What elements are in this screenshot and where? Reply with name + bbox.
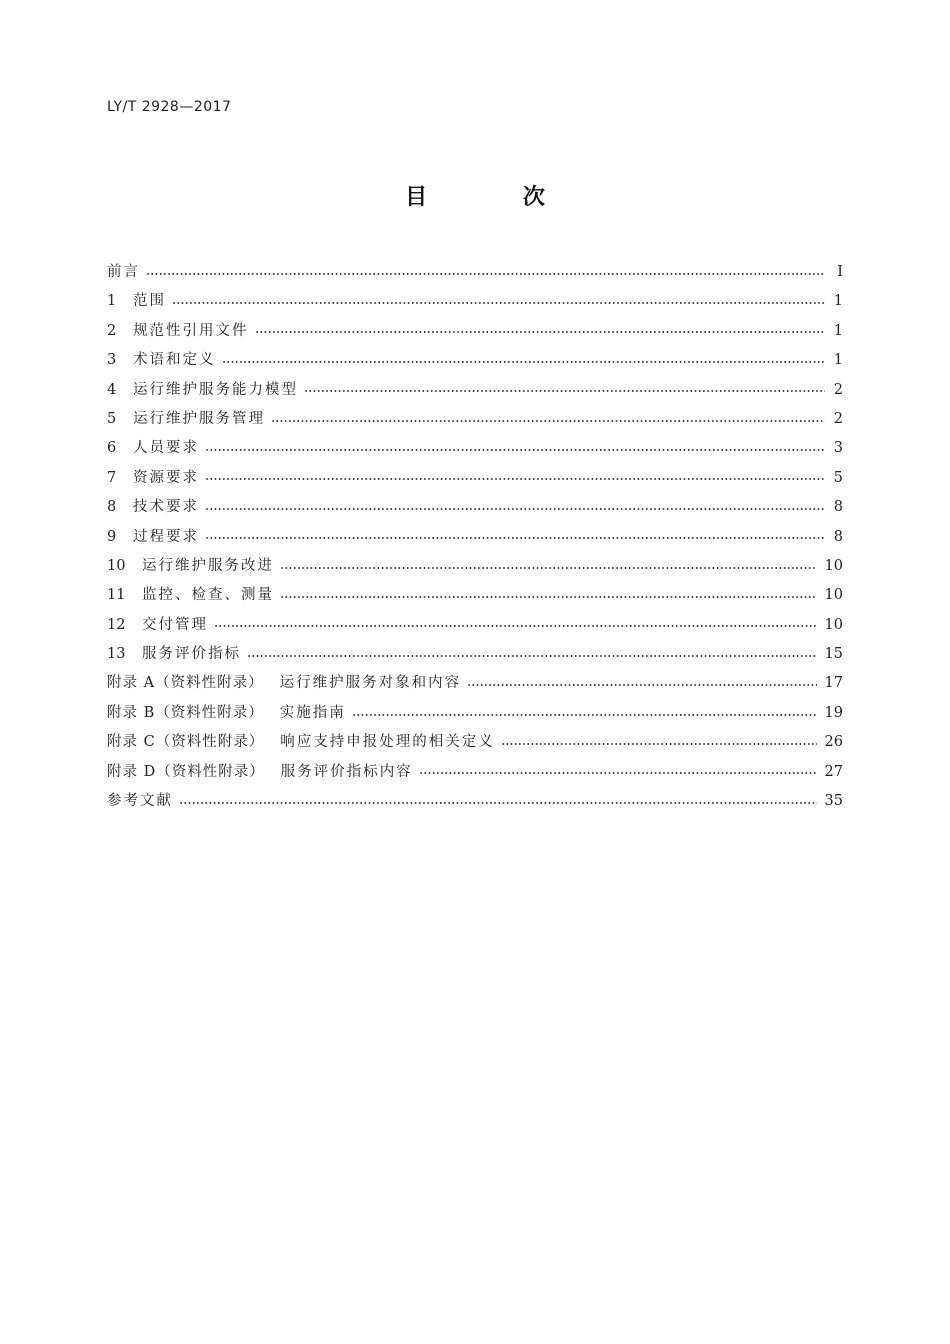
toc-entry-page: 8 bbox=[833, 499, 843, 516]
dot-leader bbox=[352, 714, 817, 716]
toc-entry-label: 附录 D（资料性附录） bbox=[107, 763, 265, 780]
toc-entry-label: 监控、检查、测量 bbox=[142, 587, 274, 604]
dot-leader bbox=[501, 743, 817, 745]
toc-entry-number: 12 bbox=[107, 616, 126, 633]
dot-leader bbox=[255, 331, 826, 333]
toc-entry-7[interactable] bbox=[107, 464, 843, 493]
dot-leader bbox=[222, 361, 826, 363]
toc-entry-page: 35 bbox=[824, 793, 843, 810]
toc-entry-number: 10 bbox=[107, 557, 126, 574]
toc-entry-page: Ⅰ bbox=[837, 264, 843, 280]
toc-entry-page: 17 bbox=[824, 675, 843, 692]
toc-entry-label: 人员要求 bbox=[133, 440, 199, 457]
toc-entry-page: 10 bbox=[824, 616, 843, 633]
dot-leader bbox=[205, 537, 825, 539]
toc-entry-number: 4 bbox=[107, 381, 117, 398]
toc-entry-page: 26 bbox=[824, 734, 843, 751]
toc-entry-number: 9 bbox=[107, 528, 117, 545]
toc-entry-number: 2 bbox=[107, 322, 117, 339]
toc-entry-4[interactable] bbox=[107, 376, 843, 405]
toc-entry-page: 15 bbox=[824, 646, 843, 663]
toc-entry-label: 参考文献 bbox=[107, 793, 173, 810]
toc-entry-references[interactable] bbox=[107, 787, 843, 816]
toc-entry-page: 27 bbox=[824, 763, 843, 780]
toc-entry-page: 10 bbox=[824, 587, 843, 604]
toc-entry-page: 2 bbox=[833, 410, 843, 427]
toc-entry-label: 交付管理 bbox=[142, 616, 208, 633]
toc-entry-label: 规范性引用文件 bbox=[133, 322, 249, 339]
dot-leader bbox=[205, 449, 825, 451]
toc-entry-appendix-d[interactable] bbox=[107, 758, 843, 787]
toc-entry-number: 1 bbox=[107, 293, 117, 310]
toc-entry-13[interactable] bbox=[107, 640, 843, 669]
toc-entry-number: 6 bbox=[107, 440, 117, 457]
toc-entry-page: 1 bbox=[833, 352, 843, 369]
toc-entry-page: 5 bbox=[833, 469, 843, 486]
toc-entry-label: 运行维护服务能力模型 bbox=[133, 381, 298, 398]
toc-entry-2[interactable] bbox=[107, 317, 843, 346]
toc-entry-label: 服务评价指标 bbox=[142, 646, 241, 663]
dot-leader bbox=[179, 802, 817, 804]
dot-leader bbox=[280, 596, 817, 598]
toc-entry-page: 2 bbox=[833, 381, 843, 398]
dot-leader bbox=[280, 567, 817, 569]
toc-entry-10[interactable] bbox=[107, 552, 843, 581]
toc-entry-8[interactable] bbox=[107, 493, 843, 522]
dot-leader bbox=[214, 625, 817, 627]
toc-entry-page: 19 bbox=[824, 704, 843, 721]
toc-entry-subtitle: 运行维护服务对象和内容 bbox=[279, 675, 462, 692]
dot-leader bbox=[247, 655, 817, 657]
toc-entry-label: 前言 bbox=[107, 264, 140, 280]
toc-entry-appendix-a[interactable] bbox=[107, 669, 843, 698]
toc-entry-label: 术语和定义 bbox=[133, 352, 216, 369]
dot-leader bbox=[304, 390, 825, 392]
dot-leader bbox=[419, 772, 817, 774]
toc-entry-page: 1 bbox=[833, 322, 843, 339]
toc-entry-12[interactable] bbox=[107, 611, 843, 640]
toc-entry-number: 7 bbox=[107, 469, 117, 486]
toc-entry-page: 8 bbox=[833, 528, 843, 545]
dot-leader bbox=[205, 478, 825, 480]
toc-entry-5[interactable] bbox=[107, 405, 843, 434]
toc-entry-subtitle: 服务评价指标内容 bbox=[280, 763, 413, 780]
toc-entry-number: 3 bbox=[107, 352, 117, 369]
toc-entry-11[interactable] bbox=[107, 581, 843, 610]
toc-entry-appendix-b[interactable] bbox=[107, 699, 843, 728]
dot-leader bbox=[271, 420, 825, 422]
toc-entry-appendix-c[interactable] bbox=[107, 728, 843, 757]
toc-entry-number: 8 bbox=[107, 499, 117, 516]
page-title: 目 次 bbox=[405, 185, 589, 210]
dot-leader bbox=[467, 684, 816, 686]
toc-entry-number: 11 bbox=[107, 587, 126, 604]
table-of-contents bbox=[107, 258, 843, 816]
toc-entry-label: 技术要求 bbox=[133, 499, 199, 516]
toc-entry-label: 过程要求 bbox=[133, 528, 199, 545]
toc-entry-number: 13 bbox=[107, 646, 126, 663]
toc-entry-label: 范围 bbox=[133, 293, 166, 310]
dot-leader bbox=[146, 273, 825, 275]
toc-entry-number: 5 bbox=[107, 410, 117, 427]
toc-entry-subtitle: 实施指南 bbox=[279, 704, 346, 721]
toc-entry-label: 附录 A（资料性附录） bbox=[107, 675, 264, 692]
toc-entry-label: 附录 C（资料性附录） bbox=[107, 734, 265, 751]
toc-entry-label: 运行维护服务改进 bbox=[142, 557, 274, 574]
toc-entry-label: 资源要求 bbox=[133, 469, 199, 486]
toc-entry-label: 附录 B（资料性附录） bbox=[107, 704, 264, 721]
toc-entry-label: 运行维护服务管理 bbox=[133, 410, 265, 427]
toc-entry-preface[interactable] bbox=[107, 258, 843, 287]
toc-entry-3[interactable] bbox=[107, 346, 843, 375]
toc-entry-9[interactable] bbox=[107, 523, 843, 552]
toc-entry-page: 3 bbox=[833, 440, 843, 457]
dot-leader bbox=[205, 508, 825, 510]
document-code: LY/T 2928—2017 bbox=[107, 99, 232, 115]
toc-entry-page: 10 bbox=[824, 557, 843, 574]
toc-entry-1[interactable] bbox=[107, 287, 843, 316]
dot-leader bbox=[172, 302, 825, 304]
toc-entry-subtitle: 响应支持申报处理的相关定义 bbox=[280, 734, 495, 751]
toc-entry-page: 1 bbox=[833, 293, 843, 310]
toc-entry-6[interactable] bbox=[107, 434, 843, 463]
